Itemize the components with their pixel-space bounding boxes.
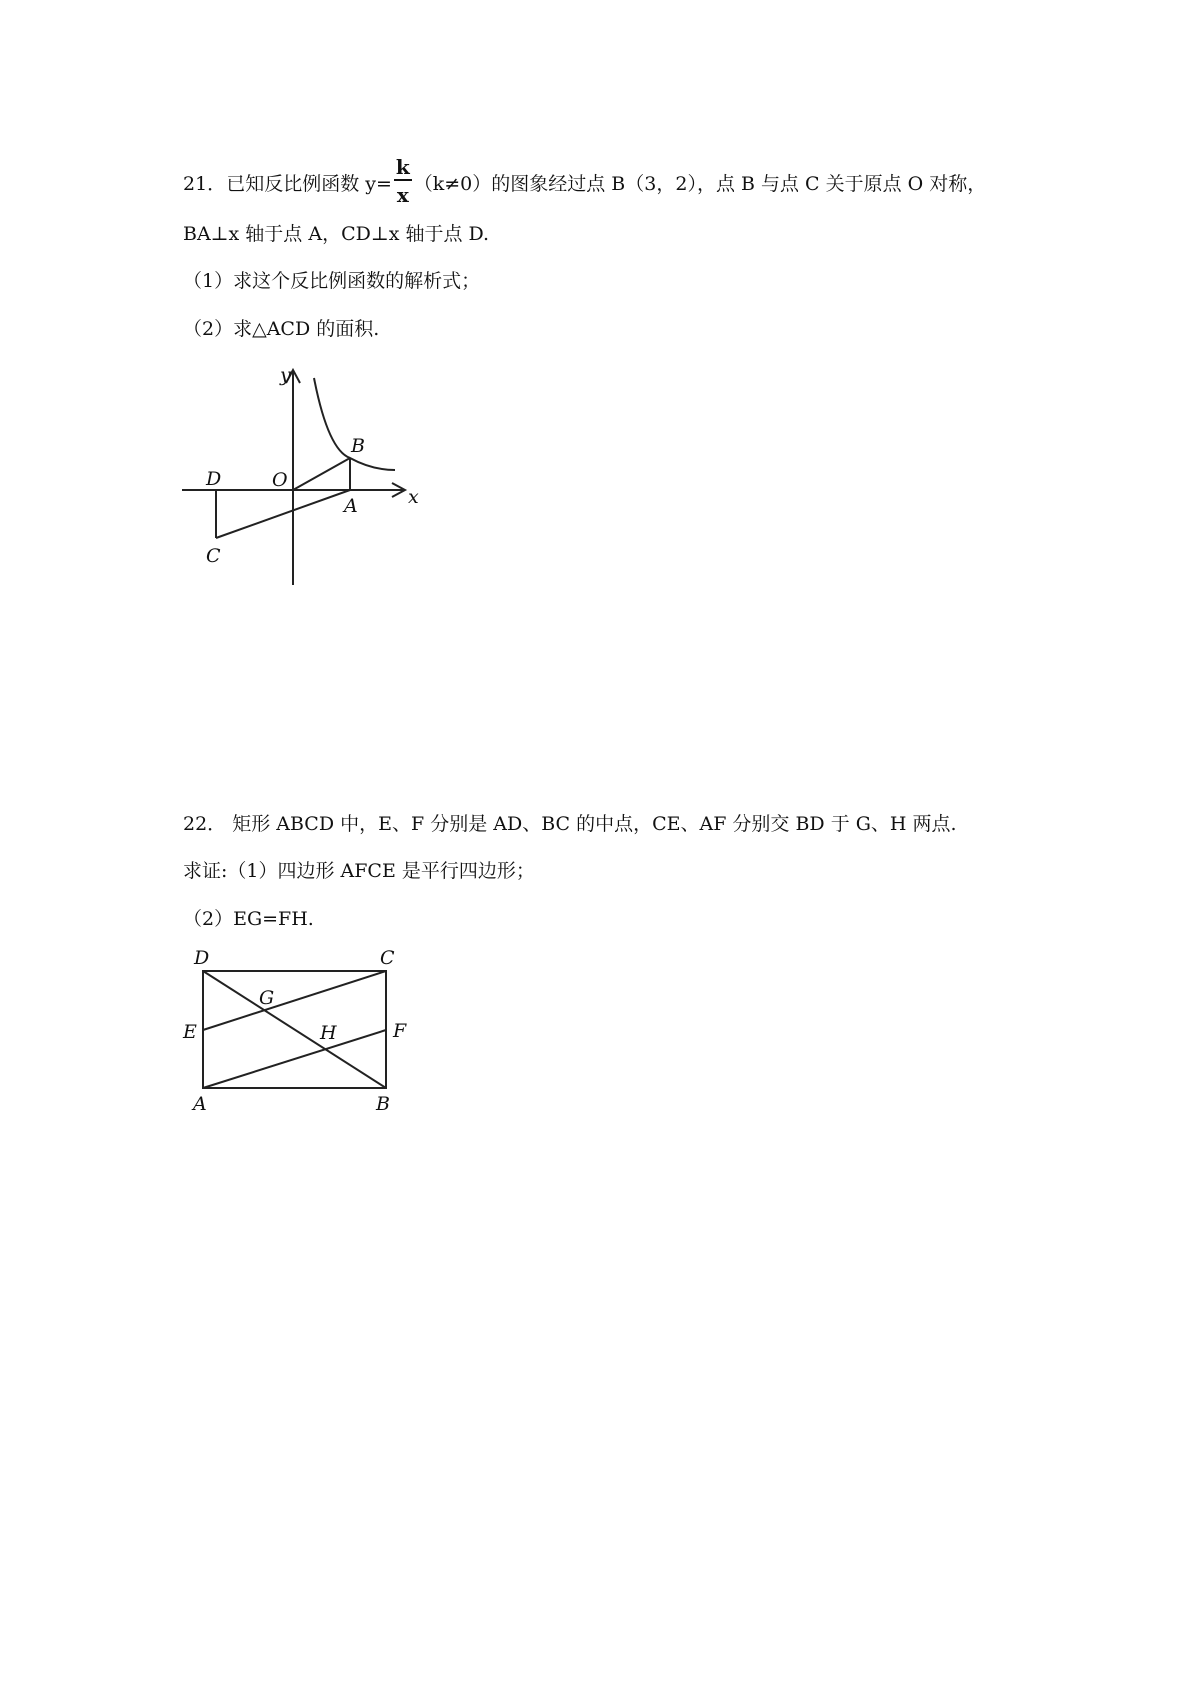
q21-intro-after: （k≠0）的图象经过点 B（3，2），点 B 与点 C 关于原点 O 对称， <box>413 173 987 195</box>
fraction-denominator: x <box>396 183 409 207</box>
label-E: E <box>183 1021 197 1043</box>
label-y: y <box>280 364 291 386</box>
label-B: B <box>376 1093 390 1115</box>
fraction-numerator: k <box>395 155 410 179</box>
q21-line2: BA⊥x 轴于点 A，CD⊥x 轴于点 D. <box>183 223 490 245</box>
label-C: C <box>380 947 395 969</box>
label-x: x <box>408 486 419 508</box>
label-D: D <box>194 947 210 969</box>
q21-number: 21． <box>183 173 227 195</box>
label-H: H <box>320 1022 337 1044</box>
segment-AF <box>203 1030 386 1088</box>
q22-line3: （2）EG=FH. <box>183 908 314 930</box>
label-A: A <box>344 495 358 517</box>
label-D: D <box>206 468 222 490</box>
q22-line2: 求证:（1）四边形 AFCE 是平行四边形； <box>183 860 535 882</box>
label-G: G <box>259 987 275 1009</box>
q21-part1: （1）求这个反比例函数的解析式； <box>183 270 481 292</box>
q22-line1: 22． 矩形 ABCD 中，E、F 分别是 AD、BC 的中点，CE、AF 分别交 BD 于 G、H 两点. <box>183 813 957 835</box>
label-F: F <box>393 1020 407 1042</box>
label-A: A <box>193 1093 207 1115</box>
label-C: C <box>206 545 221 567</box>
label-O: O <box>272 469 288 491</box>
segment-CE <box>203 971 386 1030</box>
label-B: B <box>351 435 365 457</box>
diagonal-BD <box>203 971 386 1088</box>
q21-intro-before: 已知反比例函数 y= <box>226 173 392 195</box>
q21-part2: （2）求△ACD 的面积. <box>183 318 380 340</box>
